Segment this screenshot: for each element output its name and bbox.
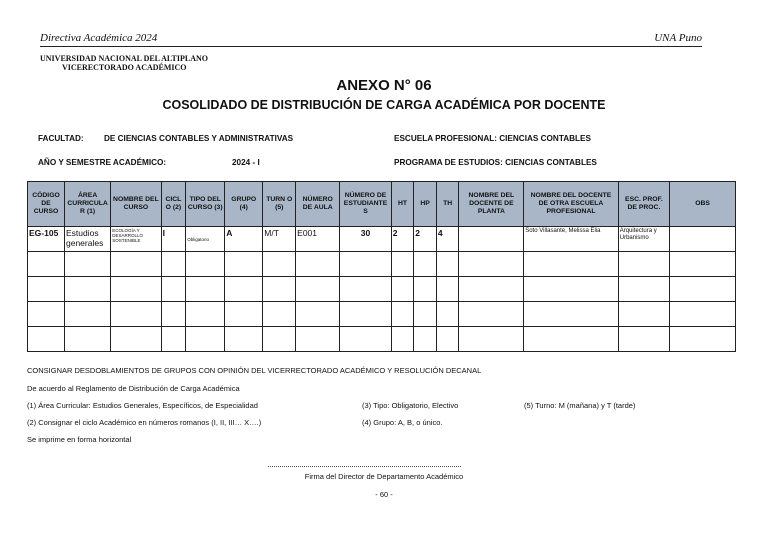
note-reglamento: De acuerdo al Reglamento de Distribución de Carga Académica [27,384,240,393]
document-subtitle: COSOLIDADO DE DISTRIBUCIÓN DE CARGA ACADÉMICA POR DOCENTE [162,98,606,112]
note-area-curricular: (1) Área Curricular: Estudios Generales, Específicos, de Especialidad [27,401,258,410]
cell-ciclo: I [161,227,186,252]
escuela-profesional: ESCUELA PROFESIONAL: CIENCIAS CONTABLES [394,134,591,143]
cell-docente-planta [459,227,524,252]
cell-nombre-curso: ECOLOGÍA Y DESARROLLO SOSTENIBLE [111,227,161,252]
facultad-value: DE CIENCIAS CONTABLES Y ADMINISTRATIVAS [104,134,294,143]
col-header: CÓDIGO DE CURSO [28,182,65,227]
col-header: NÚMERO DE AULA [296,182,340,227]
signature-caption: Firma del Director de Departamento Académico [304,472,464,481]
col-header: TIPO DEL CURSO (3) [186,182,225,227]
note-turno: (5) Turno: M (mañana) y T (tarde) [524,401,636,410]
col-header: CICL O (2) [161,182,186,227]
table-row [28,277,736,302]
col-header: ÁREA CURRICULA R (1) [64,182,110,227]
cell-codigo: EG-105 [28,227,65,252]
cell-estudiantes: 30 [340,227,391,252]
col-header: NOMBRE DEL CURSO [111,182,161,227]
institution-office: VICERECTORADO ACADÉMICO [62,63,187,72]
table-row [28,302,736,327]
cell-docente-otra-escuela: Soto Villasante, Melissa Elia [524,227,619,252]
carga-academica-table [27,181,736,352]
cell-obs [670,227,736,252]
col-header: ESC. PROF. DE PROC. [618,182,669,227]
cell-hp: 2 [414,227,437,252]
col-header: HP [414,182,437,227]
cell-area: Estudios generales [64,227,110,252]
col-header: HT [391,182,414,227]
anio-value: 2024 - I [232,158,260,167]
institution-block [40,54,208,72]
cell-escuela-procedencia: Arquitectura y Urbanismo [618,227,669,252]
page-number: - 60 - [375,490,393,499]
note-ciclo: (2) Consignar el ciclo Académico en números romanos (I, II, III… X….) [27,418,262,427]
page-header [40,30,702,47]
cell-ht: 2 [391,227,414,252]
cell-grupo: A [225,227,263,252]
note-desdoblamientos: CONSIGNAR DESDOBLAMIENTOS DE GRUPOS CON OPINIÓN DEL VICERRECTORADO ACADÉMICO Y RESOLUCIÓN DECANAL [27,366,482,375]
header-right: UNA Puno [654,32,702,44]
col-header: TH [436,182,459,227]
document-title: ANEXO N° 06 [336,77,432,94]
note-impresion: Se imprime en forma horizontal [27,435,132,444]
table-header-row [28,182,736,227]
cell-tipo: Obligatorio [186,227,225,252]
anio-label: AÑO Y SEMESTRE ACADÉMICO: [38,158,167,167]
facultad-label: FACULTAD: [38,134,84,143]
programa-estudios: PROGRAMA DE ESTUDIOS: CIENCIAS CONTABLES [394,158,597,167]
col-header: NOMBRE DEL DOCENTE DE PLANTA [459,182,524,227]
header-left: Directiva Académica 2024 [40,32,158,44]
cell-turno: M/T [263,227,296,252]
signature-line [268,466,461,467]
col-header: GRUPO (4) [225,182,263,227]
institution-name: UNIVERSIDAD NACIONAL DEL ALTIPLANO [40,54,208,63]
col-header: OBS [670,182,736,227]
col-header: TURN O (5) [263,182,296,227]
table-row [28,327,736,352]
col-header: NOMBRE DEL DOCENTE DE OTRA ESCUELA PROFESIONAL [524,182,619,227]
table-row [28,252,736,277]
col-header: NÚMERO DE ESTUDIANTE S [340,182,391,227]
note-tipo: (3) Tipo: Obligatorio, Electivo [362,401,459,410]
table-row [28,227,736,252]
cell-th: 4 [436,227,459,252]
note-grupo: (4) Grupo: A, B, o único. [362,418,443,427]
cell-aula: E001 [296,227,340,252]
